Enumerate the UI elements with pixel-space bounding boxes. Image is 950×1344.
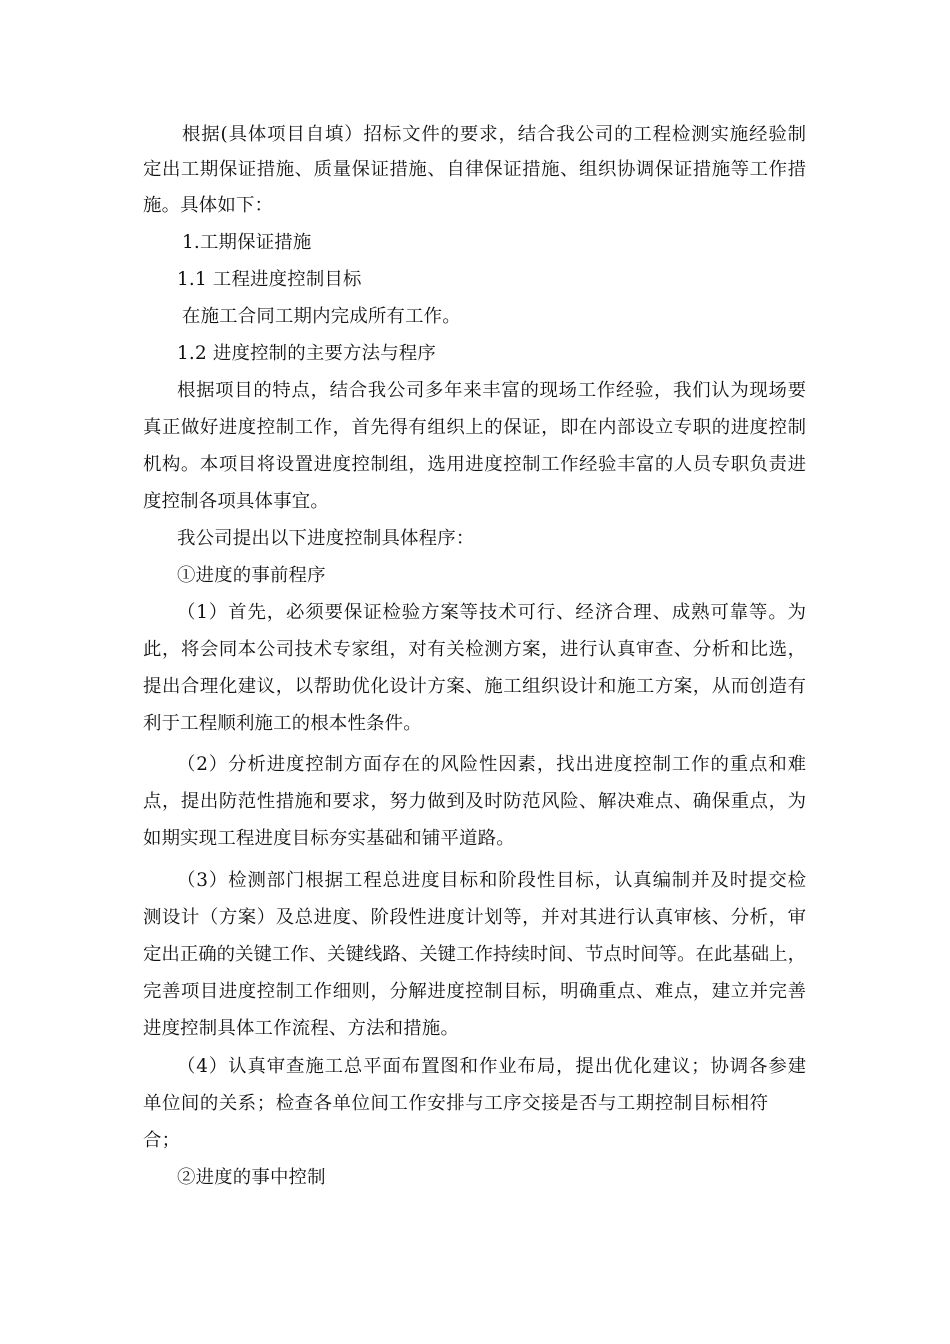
list-item-line: 合； xyxy=(143,1130,181,1151)
list-item-line: （3）检测部门根据工程总进度目标和阶段性目标，认真编制并及时提交检 xyxy=(177,870,806,891)
list-item-line: 单位间的关系；检查各单位间工作安排与工序交接是否与工期控制目标相符 xyxy=(143,1093,768,1114)
paragraph-line: 度控制各项具体事宜。 xyxy=(143,491,329,512)
subsection-heading-1-2: 1.2 进度控制的主要方法与程序 xyxy=(177,343,436,364)
paragraph-line: 根据项目的特点，结合我公司多年来丰富的现场工作经验，我们认为现场要 xyxy=(177,380,806,401)
subsection-heading-1-1: 1.1 工程进度控制目标 xyxy=(177,269,362,290)
intro-paragraph-line-3: 施。具体如下： xyxy=(143,195,274,216)
list-item-line: 点，提出防范性措施和要求，努力做到及时防范风险、解决难点、确保重点，为 xyxy=(143,791,806,812)
section-heading-1: 1.工期保证措施 xyxy=(182,232,312,253)
list-item-line: 提出合理化建议，以帮助优化设计方案、施工组织设计和施工方案，从而创造有 xyxy=(143,676,806,697)
paragraph-line: 在施工合同工期内完成所有工作。 xyxy=(182,306,461,327)
list-item-line: 完善项目进度控制工作细则，分解进度控制目标，明确重点、难点，建立并完善 xyxy=(143,981,806,1002)
paragraph-line: 机构。本项目将设置进度控制组，选用进度控制工作经验丰富的人员专职负责进 xyxy=(143,454,806,475)
intro-paragraph-line-1: 根据(具体项目自填）招标文件的要求，结合我公司的工程检测实施经验制 xyxy=(182,124,806,145)
list-heading-in-process-control: ②进度的事中控制 xyxy=(177,1167,326,1188)
list-item-line: 利于工程顺利施工的根本性条件。 xyxy=(143,713,422,734)
list-item-line: 此，将会同本公司技术专家组，对有关检测方案，进行认真审查、分析和比选， xyxy=(143,639,806,660)
list-item-line: 定出正确的关键工作、关键线路、关键工作持续时间、节点时间等。在此基础上， xyxy=(143,944,806,965)
list-item-line: （1）首先，必须要保证检验方案等技术可行、经济合理、成熟可靠等。为 xyxy=(177,602,806,623)
list-heading-pre-control: ①进度的事前程序 xyxy=(177,565,326,586)
paragraph-line: 真正做好进度控制工作，首先得有组织上的保证，即在内部设立专职的进度控制 xyxy=(143,417,806,438)
list-item-line: （4）认真审查施工总平面布置图和作业布局，提出优化建议；协调各参建 xyxy=(177,1056,806,1077)
list-item-line: （2）分析进度控制方面存在的风险性因素，找出进度控制工作的重点和难 xyxy=(177,754,806,775)
list-item-line: 测设计（方案）及总进度、阶段性进度计划等，并对其进行认真审核、分析，审 xyxy=(143,907,806,928)
paragraph-line: 我公司提出以下进度控制具体程序： xyxy=(177,528,475,549)
intro-paragraph-line-2: 定出工期保证措施、质量保证措施、自律保证措施、组织协调保证措施等工作措 xyxy=(143,159,806,180)
list-item-line: 如期实现工程进度目标夯实基础和铺平道路。 xyxy=(143,828,515,849)
list-item-line: 进度控制具体工作流程、方法和措施。 xyxy=(143,1018,460,1039)
